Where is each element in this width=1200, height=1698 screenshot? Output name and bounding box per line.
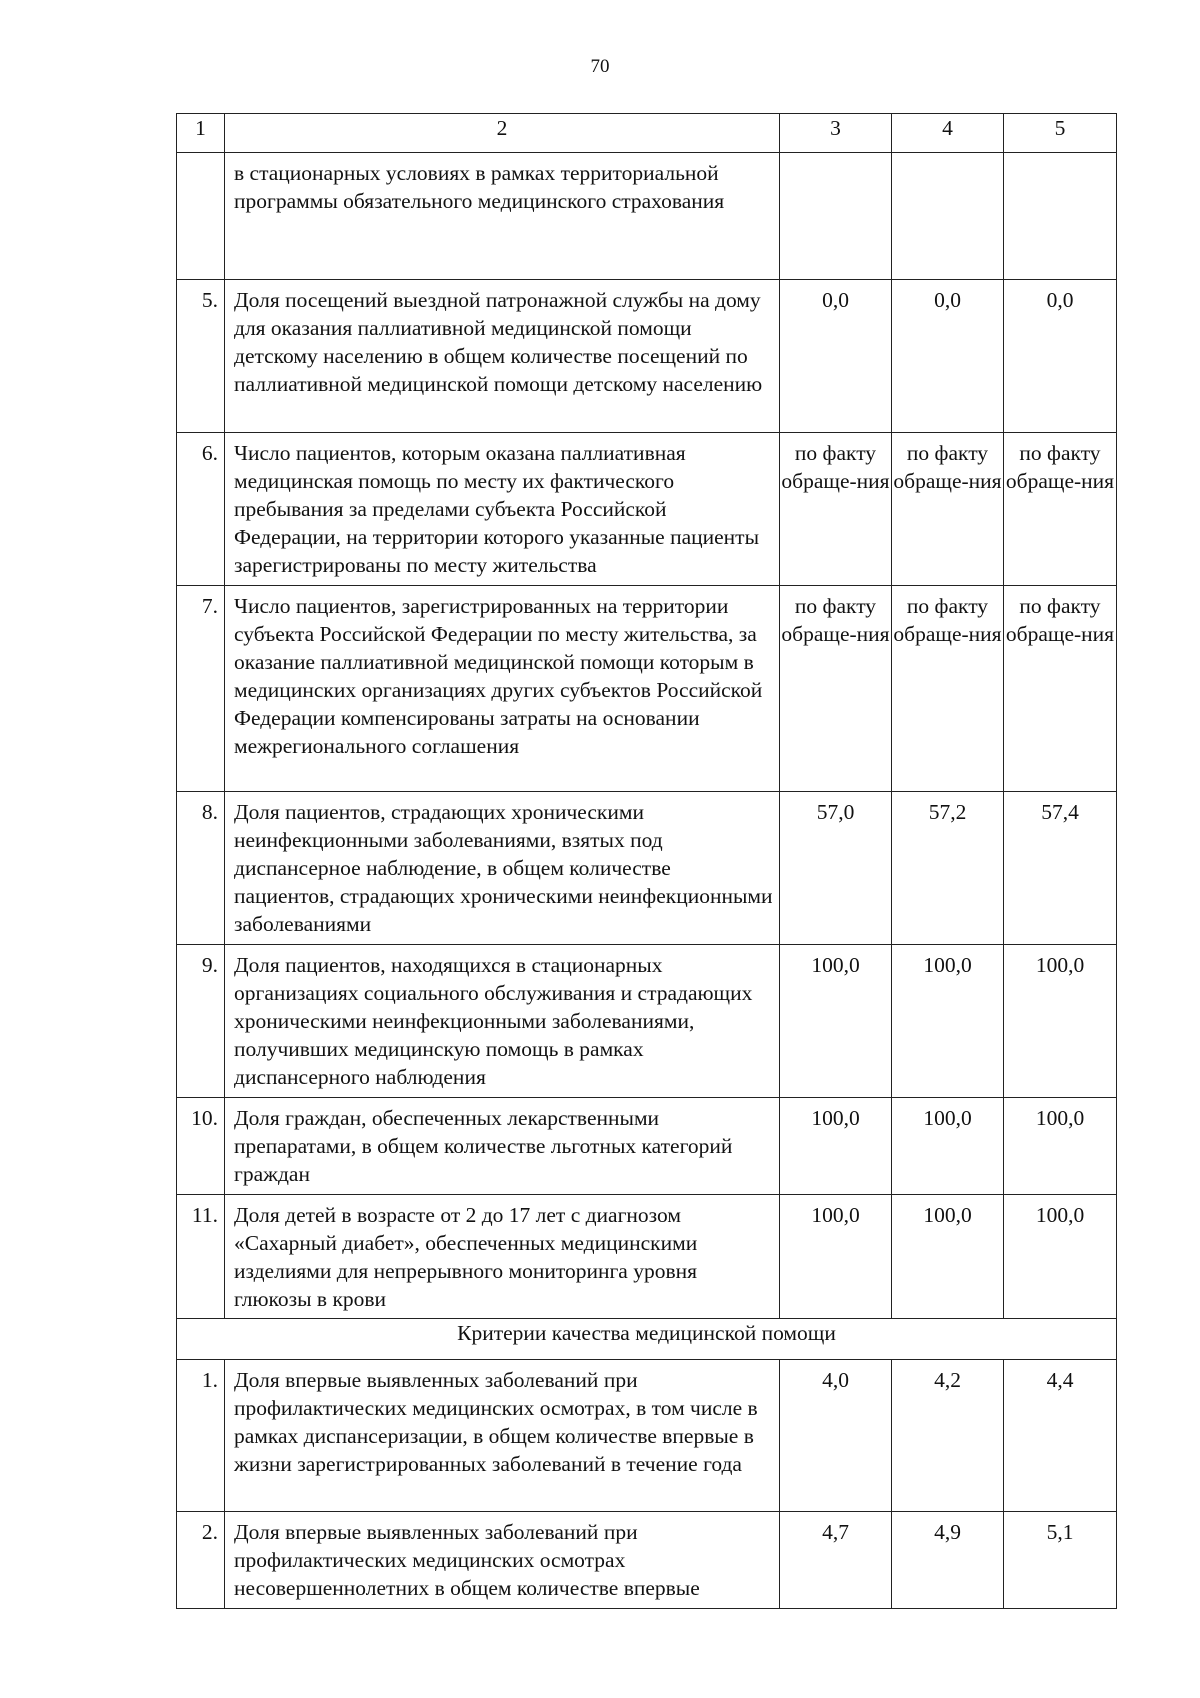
row-number: 11. — [177, 1195, 225, 1319]
row-text: Число пациентов, зарегистрированных на территории субъекта Российской Федерации по месту жительства, за оказание паллиативной медицинской помощи которым в медицинских организациях других субъектов Российской Федерации компенсированы затраты на основании межрегионального соглашения — [225, 586, 780, 792]
row-text: Доля пациентов, страдающих хроническими неинфекционными заболеваниями, взятых под диспансерное наблюдение, в общем количестве пациентов, страдающих хроническими неинфекционными заболеваниями — [225, 792, 780, 945]
table-row — [177, 280, 1117, 433]
row-text: Доля посещений выездной патронажной службы на дому для оказания паллиативной медицинской помощи детскому населению в общем количестве посещений по паллиативной медицинской помощи детскому населению — [225, 280, 780, 433]
row-text: в стационарных условиях в рамках территориальной программы обязательного медицинского страхования — [225, 153, 780, 280]
value-col4 — [892, 153, 1004, 280]
table-row — [177, 1360, 1117, 1512]
column-header: 3 — [780, 114, 892, 153]
row-text: Доля граждан, обеспеченных лекарственными препаратами, в общем количестве льготных категорий граждан — [225, 1098, 780, 1195]
value-col4: 57,2 — [892, 792, 1004, 945]
value-col5: по факту обраще-ния — [1004, 433, 1117, 586]
column-header: 1 — [177, 114, 225, 153]
value-col4: 4,2 — [892, 1360, 1004, 1512]
value-col3: 4,0 — [780, 1360, 892, 1512]
value-col3: 57,0 — [780, 792, 892, 945]
value-col3 — [780, 153, 892, 280]
column-header: 5 — [1004, 114, 1117, 153]
row-number: 9. — [177, 945, 225, 1098]
row-number: 1. — [177, 1360, 225, 1512]
value-col3: 4,7 — [780, 1512, 892, 1609]
value-col5: 57,4 — [1004, 792, 1117, 945]
row-text: Доля пациентов, находящихся в стационарных организациях социального обслуживания и страдающих хроническими неинфекционными заболеваниями, получивших медицинскую помощь в рамках диспансерного наблюдения — [225, 945, 780, 1098]
value-col5: по факту обраще-ния — [1004, 586, 1117, 792]
section-title: Критерии качества медицинской помощи — [177, 1319, 1117, 1360]
row-number: 6. — [177, 433, 225, 586]
row-text: Доля детей в возрасте от 2 до 17 лет с диагнозом «Сахарный диабет», обеспеченных медицинскими изделиями для непрерывного мониторинга уровня глюкозы в крови — [225, 1195, 780, 1319]
table-row — [177, 586, 1117, 792]
row-number: 10. — [177, 1098, 225, 1195]
column-header: 2 — [225, 114, 780, 153]
table-row — [177, 792, 1117, 945]
table-header-row — [177, 114, 1117, 153]
row-number: 7. — [177, 586, 225, 792]
table-row — [177, 433, 1117, 586]
value-col4: 100,0 — [892, 1195, 1004, 1319]
table-row — [177, 1512, 1117, 1609]
value-col4: по факту обраще-ния — [892, 433, 1004, 586]
criteria-table — [176, 113, 1117, 1609]
value-col5: 100,0 — [1004, 1098, 1117, 1195]
value-col3: 100,0 — [780, 945, 892, 1098]
row-text: Доля впервые выявленных заболеваний при профилактических медицинских осмотрах несовершеннолетних в общем количестве впервые — [225, 1512, 780, 1609]
value-col3: 0,0 — [780, 280, 892, 433]
value-col4: 100,0 — [892, 1098, 1004, 1195]
section-header-row — [177, 1319, 1117, 1360]
row-text: Число пациентов, которым оказана паллиативная медицинская помощь по месту их фактического пребывания за пределами субъекта Российской Федерации, на территории которого указанные пациенты зарегистрированы по месту жительства — [225, 433, 780, 586]
table-row — [177, 1098, 1117, 1195]
value-col3: 100,0 — [780, 1098, 892, 1195]
table-row — [177, 945, 1117, 1098]
value-col3: по факту обраще-ния — [780, 433, 892, 586]
row-number — [177, 153, 225, 280]
row-number: 2. — [177, 1512, 225, 1609]
row-text: Доля впервые выявленных заболеваний при профилактических медицинских осмотрах, в том числе в рамках диспансеризации, в общем количестве впервые в жизни зарегистрированных заболеваний в течение года — [225, 1360, 780, 1512]
value-col5: 100,0 — [1004, 945, 1117, 1098]
table-row — [177, 1195, 1117, 1319]
table-row — [177, 153, 1117, 280]
value-col5: 100,0 — [1004, 1195, 1117, 1319]
column-header: 4 — [892, 114, 1004, 153]
value-col4: по факту обраще-ния — [892, 586, 1004, 792]
page-number: 70 — [590, 56, 610, 77]
row-number: 5. — [177, 280, 225, 433]
value-col5: 0,0 — [1004, 280, 1117, 433]
value-col4: 100,0 — [892, 945, 1004, 1098]
value-col5 — [1004, 153, 1117, 280]
row-number: 8. — [177, 792, 225, 945]
value-col5: 4,4 — [1004, 1360, 1117, 1512]
value-col3: 100,0 — [780, 1195, 892, 1319]
value-col4: 4,9 — [892, 1512, 1004, 1609]
value-col5: 5,1 — [1004, 1512, 1117, 1609]
value-col3: по факту обраще-ния — [780, 586, 892, 792]
value-col4: 0,0 — [892, 280, 1004, 433]
